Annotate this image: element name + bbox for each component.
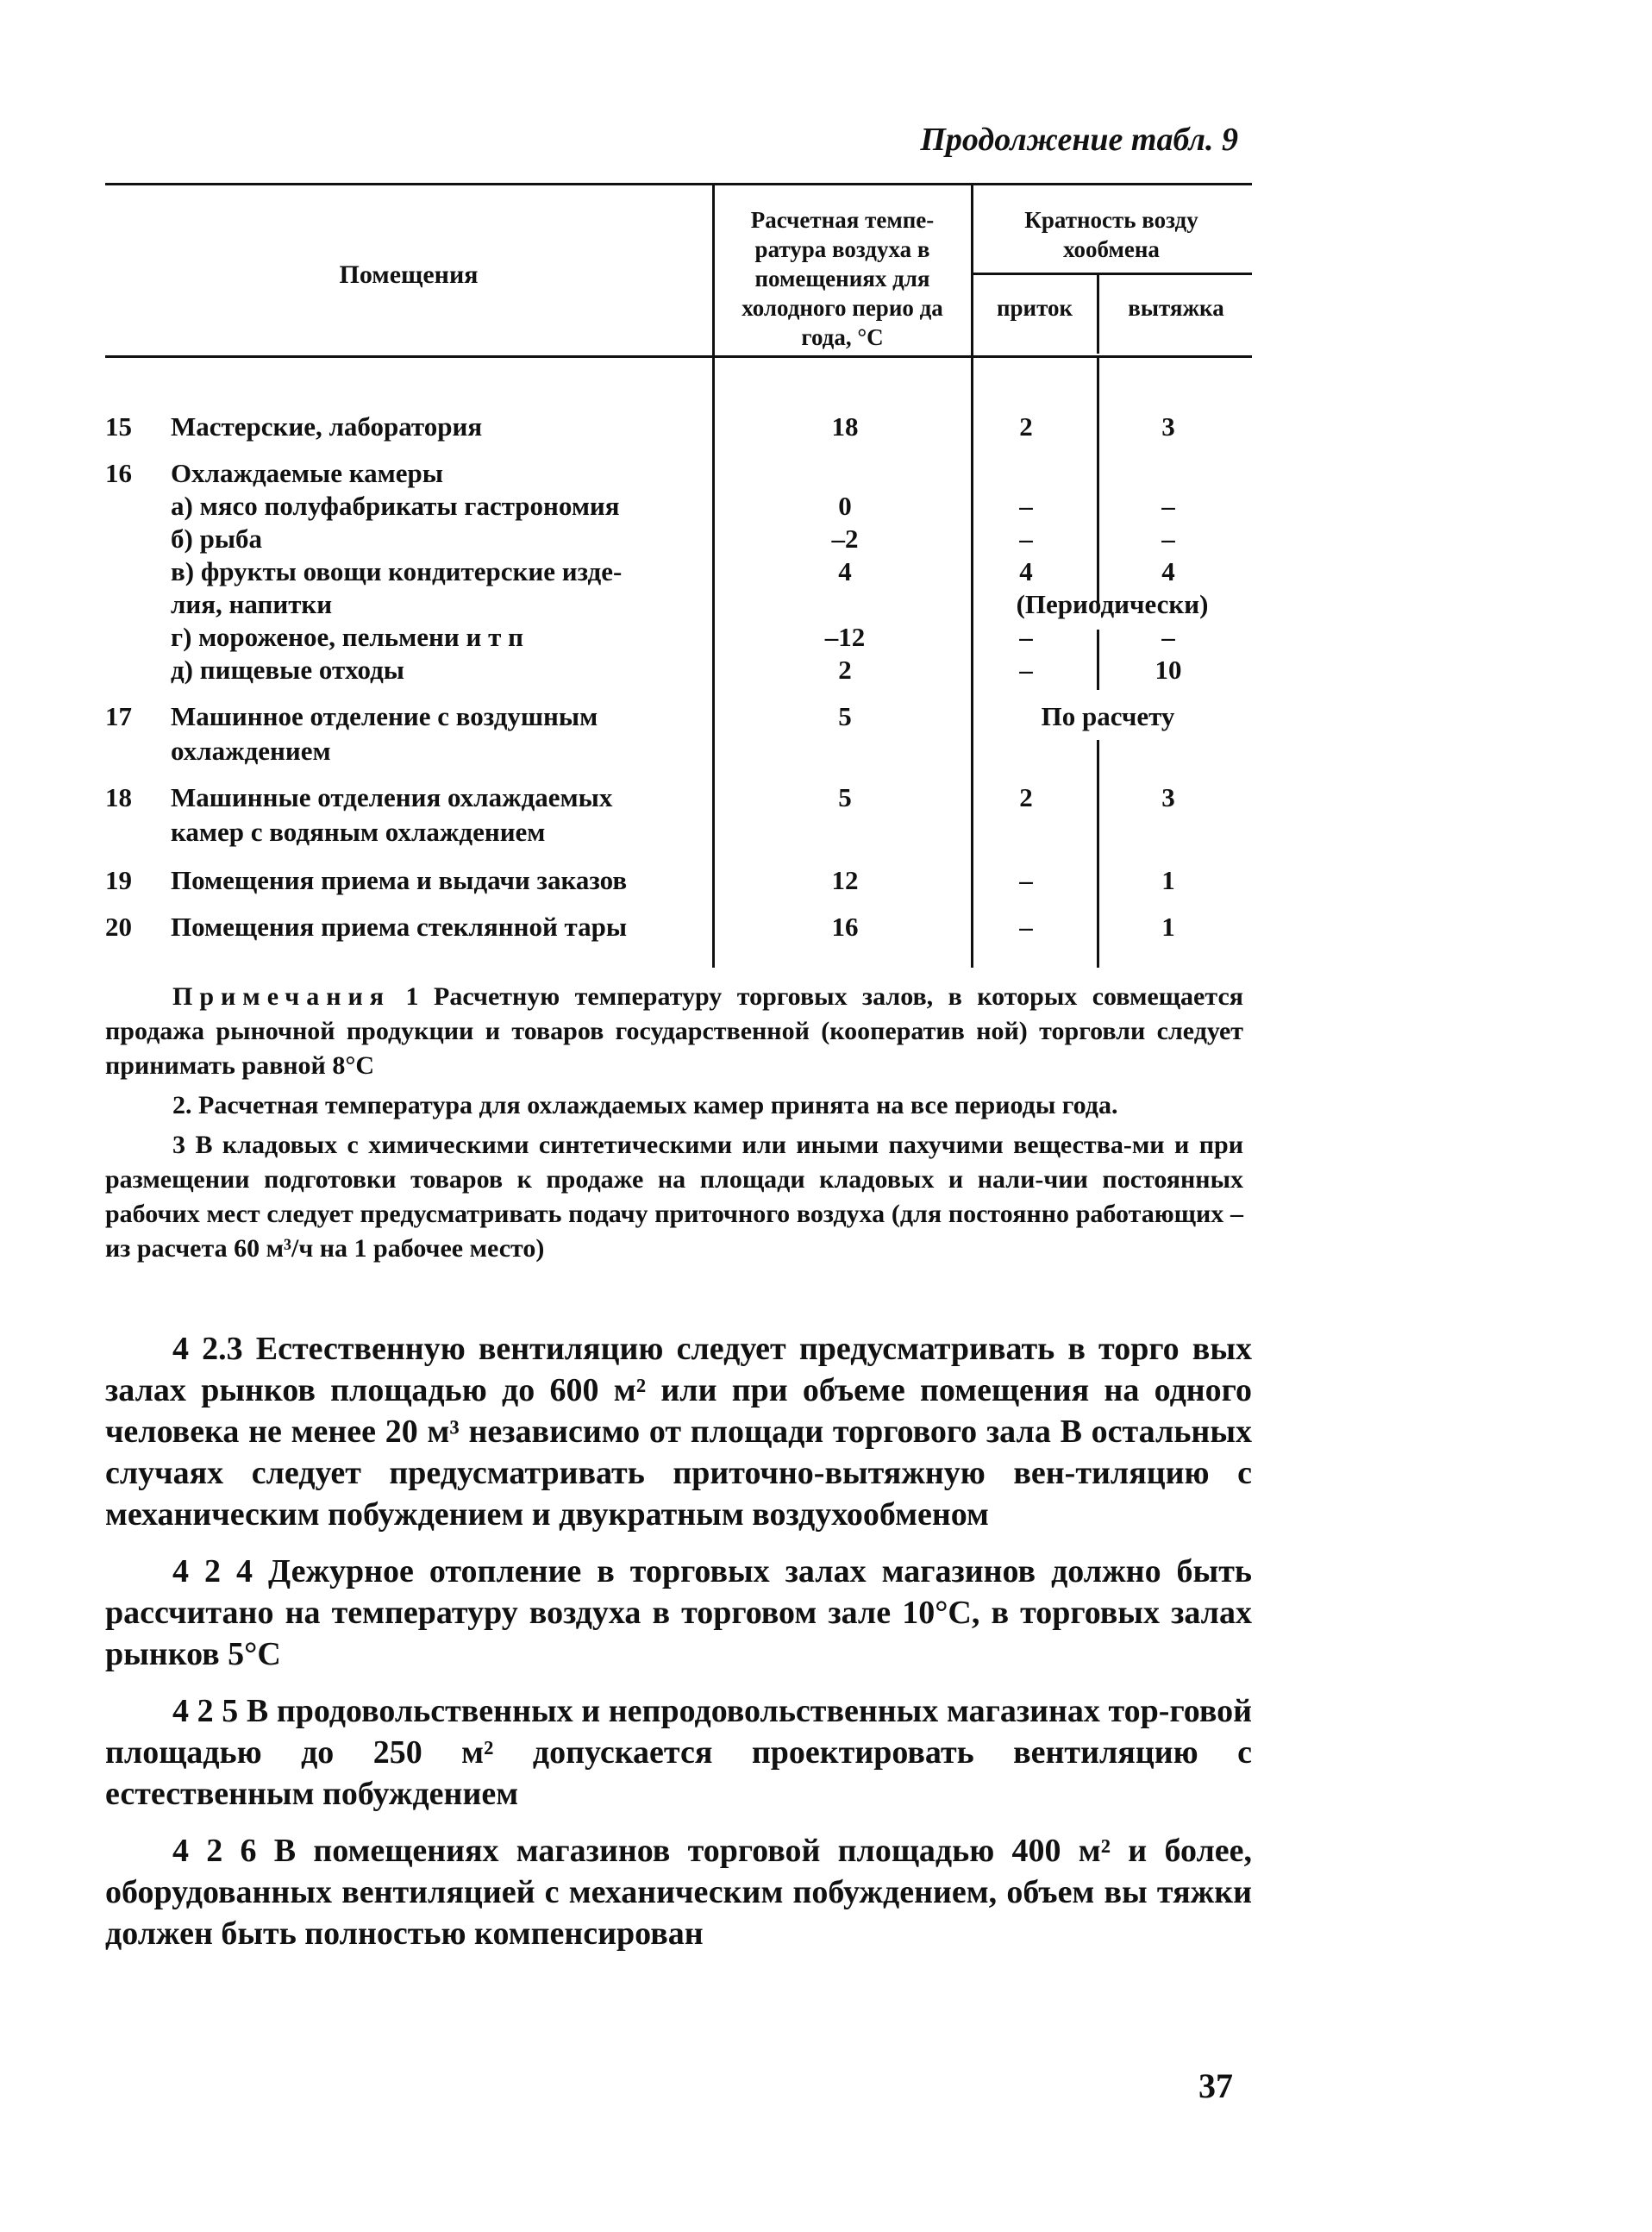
header-exchange: Кратность возду хообмена (1024, 207, 1198, 262)
col-divider-rooms (712, 183, 715, 968)
col-divider-in-out-2 (1097, 630, 1099, 690)
header-supply: приток (996, 295, 1073, 321)
row-temp: 18 (831, 411, 859, 442)
col-divider-in-out-3 (1097, 740, 1099, 968)
row-temp: 12 (831, 865, 859, 895)
note-1 (105, 980, 1243, 1083)
row-name: г) мороженое, пельмени и т п (171, 622, 523, 652)
row-temp: –2 (831, 524, 859, 554)
note-3: 3 В кладовых с химическими синтетическими или иными пахучими вещества-ми и при размещении подготовки товаров к продаже на площади кладовых и нали-чии постоянных рабочих мест следует предусматривать подачу приточного воздуха (для постоянно работающих – из расчета 60 м³/ч на 1 рабочее место) (105, 1131, 1243, 1263)
row-name: д) пищевые отходы (171, 655, 404, 685)
row-span-note: По расчету (1041, 701, 1175, 731)
col-divider-exchange (1097, 273, 1099, 354)
row-exhaust: – (1161, 622, 1175, 652)
row-supply: – (1019, 622, 1033, 652)
paragraph-4-2-6: 4 2 6 В помещениях магазинов торговой площадью 400 м² и более, оборудованных вентиляцией с механическим побуждением, объем вы тяжки должен быть полностью компенсирован (105, 1833, 1252, 1952)
row-name: Мастерские, лаборатория (171, 411, 483, 442)
row-name: охлаждением (171, 736, 331, 766)
row-exhaust: 3 (1161, 782, 1175, 812)
row-exhaust: 3 (1161, 411, 1175, 442)
col-divider-in-out-1 (1097, 355, 1099, 605)
col-divider-temp (971, 183, 973, 968)
row-temp: 5 (838, 782, 852, 812)
row-supply: – (1019, 655, 1033, 685)
row-temp: 2 (838, 655, 852, 685)
table-caption: Продолжение табл. 9 (920, 122, 1238, 158)
note-2: 2. Расчетная температура для охлаждаемых камер принята на все периоды года. (172, 1091, 1118, 1119)
row-supply: 2 (1019, 411, 1033, 442)
row-exhaust: 1 (1161, 865, 1175, 895)
exchange-sub-rule (973, 273, 1252, 275)
body-text (105, 1328, 1252, 1970)
paragraph-4-2-5: 4 2 5 В продовольственных и непродовольственных магазинах тор-говой площадью до 250 м² допускается проектировать вентиляцию с естественным побуждением (105, 1693, 1252, 1812)
row-name: Охлаждаемые камеры (171, 458, 443, 488)
table-header-rule (105, 355, 1252, 358)
row-name: б) рыба (171, 524, 263, 554)
row-span-note: (Периодически) (1016, 589, 1209, 619)
row-number: 17 (105, 701, 132, 731)
row-name: в) фрукты овощи кондитерские изде- (171, 556, 623, 586)
row-number: 20 (105, 912, 132, 942)
header-rooms: Помещения (339, 260, 479, 289)
row-name: лия, напитки (171, 589, 333, 619)
row-exhaust: – (1161, 524, 1175, 554)
page-number: 37 (1198, 2066, 1233, 2105)
row-number: 18 (105, 782, 132, 812)
notes-label: Примечания (172, 982, 391, 1011)
row-supply: 4 (1019, 556, 1033, 586)
row-name: Машинные отделения охлаждаемых (171, 782, 613, 812)
paragraph-4-2-4: 4 2 4 Дежурное отопление в торговых залах магазинов должно быть рассчитано на температуру воздуха в торговом зале 10°С, в торговых залах рынков 5°С (105, 1553, 1252, 1672)
row-supply: – (1019, 524, 1033, 554)
paragraph-4-2-3: 4 2.3 Естественную вентиляцию следует предусматривать в торго вых залах рынков площадью до 600 м² или при объеме помещения на одного человека не менее 20 м³ независимо от площади торгового зала В остальных случаях следует предусматривать приточно-вытяжную вен-тиляцию с механическим побуждением и двукратным воздухообменом (105, 1331, 1252, 1533)
row-exhaust: 4 (1161, 556, 1175, 586)
header-temperature: Расчетная темпе-ратура воздуха в помещениях для холодного перио да года, °С (742, 207, 943, 350)
row-temp: –12 (824, 622, 866, 652)
row-exhaust: – (1161, 491, 1175, 521)
table-notes (105, 980, 1243, 1271)
row-supply: – (1019, 491, 1033, 521)
row-name: Помещения приема и выдачи заказов (171, 865, 628, 895)
row-temp: 4 (838, 556, 852, 586)
row-temp: 16 (831, 912, 859, 942)
row-supply: – (1019, 865, 1033, 895)
row-number: 16 (105, 458, 132, 488)
row-number: 15 (105, 411, 132, 442)
row-temp: 0 (838, 491, 852, 521)
row-exhaust: 1 (1161, 912, 1175, 942)
note-1-text: 1 Расчетную температуру торговых залов, в которых совмещается продажа рыночной продукции и товаров государственной (кооператив ной) торговли следует принимать равной 8°С (105, 982, 1244, 1080)
row-name: Машинное отделение с воздушным (171, 701, 598, 731)
row-name: камер с водяным охлаждением (171, 817, 546, 847)
row-exhaust: 10 (1155, 655, 1182, 685)
row-number: 19 (105, 865, 132, 895)
row-name: Помещения приема стеклянной тары (171, 912, 628, 942)
row-supply: 2 (1019, 782, 1033, 812)
row-name: а) мясо полуфабрикаты гастрономия (171, 491, 620, 521)
row-supply: – (1019, 912, 1033, 942)
header-exhaust: вытяжка (1128, 295, 1224, 321)
row-temp: 5 (838, 701, 852, 731)
table-top-rule (105, 183, 1252, 185)
